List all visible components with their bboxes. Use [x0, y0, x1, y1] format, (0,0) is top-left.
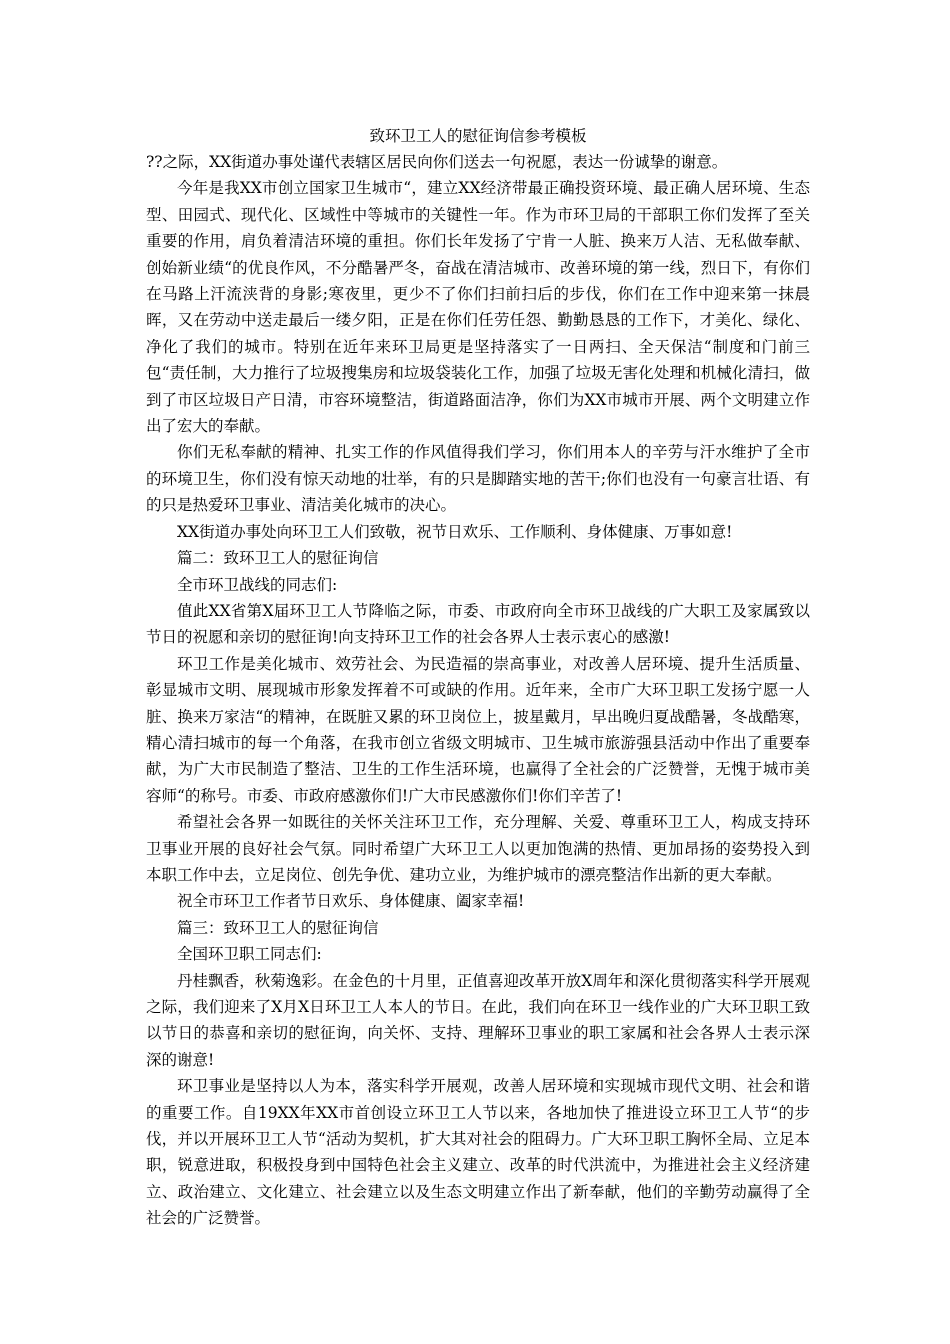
body-paragraph: 你们无私奉献的精神、扎实工作的作风值得我们学习，你们用本人的辛劳与汗水维护了全市的环境卫生，你们没有惊天动地的壮举，有的只是脚踏实地的苦干;你们也没有一句豪言壮语、有的只是热爱环卫事业、清洁美化城市的决心。	[146, 443, 810, 515]
body-paragraph: 全国环卫职工同志们:	[177, 945, 322, 964]
body-paragraph: 全市环卫战线的同志们:	[177, 575, 338, 594]
body-paragraph: 篇二：致环卫工人的慰征询信	[177, 549, 379, 568]
document-page	[146, 123, 810, 1232]
body-paragraph: 丹桂飘香，秋菊逸彩。在金色的十月里，正值喜迎改革开放X周年和深化贯彻落实科学开展观之际，我们迎来了X月X日环卫工人本人的节日。在此，我们向在环卫一线作业的广大环卫职工致以节日的恭喜和亲切的慰征询，向关怀、支持、理解环卫事业的职工家属和社会各界人士表示深深的谢意!	[146, 971, 810, 1069]
body-paragraph: 今年是我XX市创立国家卫生城市“，建立XX经济带最正确投资环境、最正确人居环境、生态型、田园式、现代化、区域性中等城市的关键性一年。作为市环卫局的干部职工你们发挥了至关重要的作用，肩负着清洁环境的重担。你们长年发扬了宁肯一人脏、换来万人洁、无私做奉献、创始新业绩“的优良作风，不分酷暑严冬，奋战在清洁城市、改善环境的第一线，烈日下，有你们在马路上汗流浃背的身影;寒夜里，更少不了你们扫前扫后的步伐，你们在工作中迎来第一抹晨晖，又在劳动中送走最后一缕夕阳，正是在你们任劳任怨、勤勤恳恳的工作下，才美化、绿化、净化了我们的城市。特别在近年来环卫局更是坚持落实了一日两扫、全天保洁“制度和门前三包“责任制，大力推行了垃圾搜集房和垃圾袋装化工作，加强了垃圾无害化处理和机械化清扫，做到了市区垃圾日产日清，市容环境整洁，街道路面洁净，你们为XX市城市开展、两个文明建立作出了宏大的奉献。	[146, 179, 810, 436]
body-paragraph: 环卫工作是美化城市、效劳社会、为民造福的崇高事业，对改善人居环境、提升生活质量、彰显城市文明、展现城市形象发挥着不可或缺的作用。近年来，全市广大环卫职工发扬宁愿一人脏、换来万家洁“的精神，在既脏又累的环卫岗位上，披星戴月，早出晚归夏战酷暑，冬战酷寒，精心清扫城市的每一个角落，在我市创立省级文明城市、卫生城市旅游强县活动中作出了重要奉献，为广大市民制造了整洁、卫生的工作生活环境，也赢得了全社会的广泛赞誉，无愧于城市美容师“的称号。市委、市政府感激你们!广大市民感激你们!你们辛苦了!	[146, 654, 810, 805]
body-paragraph: XX街道办事处向环卫工人们致敬，祝节日欢乐、工作顺利、身体健康、万事如意!	[177, 522, 733, 541]
body-paragraph: 值此XX省第X届环卫工人节降临之际，市委、市政府向全市环卫战线的广大职工及家属致以节日的祝愿和亲切的慰征询!向支持环卫工作的社会各界人士表示衷心的感激!	[146, 601, 810, 647]
document-title: 致环卫工人的慰征询信参考模板	[369, 127, 587, 145]
body-paragraph: 篇三：致环卫工人的慰征询信	[177, 918, 379, 937]
body-paragraph: 祝全市环卫工作者节日欢乐、身体健康、阖家幸福!	[177, 892, 525, 911]
document-body	[146, 149, 810, 1232]
body-paragraph: ??之际，XX街道办事处谨代表辖区居民向你们送去一句祝愿，表达一份诚挚的谢意。	[146, 153, 728, 171]
body-paragraph: 希望社会各界一如既往的关怀关注环卫工作，充分理解、关爱、尊重环卫工人，构成支持环卫事业开展的良好社会气氛。同时希望广大环卫工人以更加饱满的热情、更加昂扬的姿势投入到本职工作中去，立足岗位、创先争优、建功立业，为维护城市的漂亮整洁作出新的更大奉献。	[146, 813, 810, 884]
body-paragraph: 环卫事业是坚持以人为本，落实科学开展观，改善人居环境和实现城市现代文明、社会和谐的重要工作。自19XX年XX市首创设立环卫工人节以来，各地加快了推进设立环卫工人节“的步伐，并以开展环卫工人节“活动为契机，扩大其对社会的阻碍力。广大环卫职工胸怀全局、立足本职，锐意进取，积极投身到中国特色社会主义建立、改革的时代洪流中，为推进社会主义经济建立、政治建立、文化建立、社会建立以及生态文明建立作出了新奉献，他们的辛勤劳动赢得了全社会的广泛赞誉。	[146, 1077, 810, 1228]
